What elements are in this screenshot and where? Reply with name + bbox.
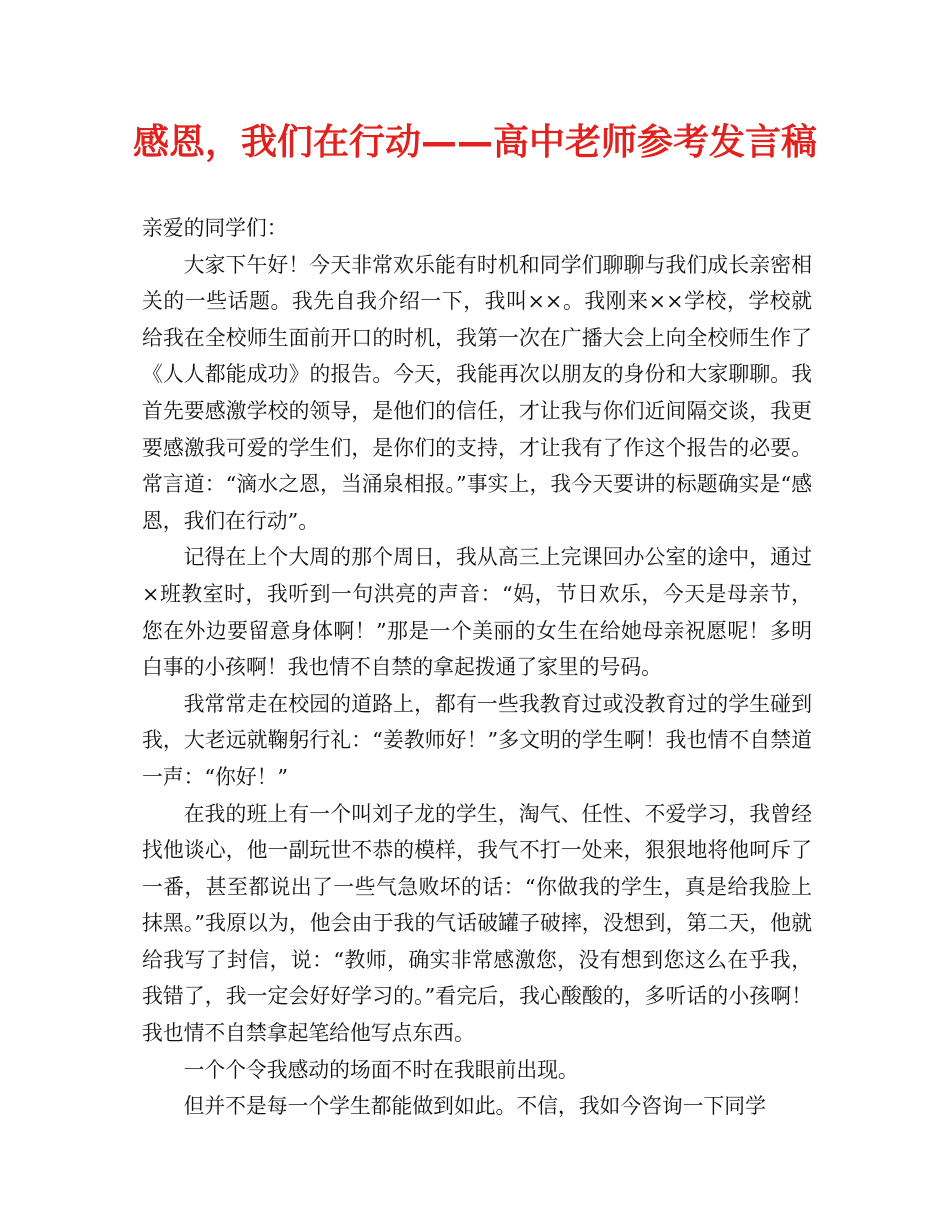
- paragraph-5: 一个个令我感动的场面不时在我眼前出现。: [183, 1057, 579, 1082]
- paragraph-1: 大家下午好！今天非常欢乐能有时机和同学们聊聊与我们成长亲密相关的一些话题。我先自我介绍一下，我叫××。我刚来××学校，学校就给我在全校师生面前开口的时机，我第一次在广播大会上向全校师生作了《人人都能成功》的报告。今天，我能再次以朋友的身份和大家聊聊。我首先要感激学校的领导，是他们的信任，才让我与你们近间隔交谈，我更要感激我可爱的学生们，是你们的支持，才让我有了作这个报告的必要。常言道：“滴水之恩，当涌泉相报。”事实上，我今天要讲的标题确实是“感恩，我们在行动”。: [142, 252, 812, 533]
- paragraph-6: 但并不是每一个学生都能做到如此。不信，我如今咨询一下同学: [183, 1094, 766, 1119]
- paragraph-3: 我常常走在校园的道路上，都有一些我教育过或没教育过的学生碰到我，大老远就鞠躬行礼：“姜教师好！”多文明的学生啊！我也情不自禁道一声：“你好！”: [142, 691, 812, 789]
- document-title: 感恩，我们在行动——高中老师参考发言稿: [132, 122, 817, 163]
- paragraph-4: 在我的班上有一个叫刘子龙的学生，淘气、任性、不爱学习，我曾经找他谈心，他一副玩世不恭的模样，我气不打一处来，狠狠地将他呵斥了一番，甚至都说出了一些气急败坏的话：“你做我的学生，真是给我脸上抹黑。”我原以为，他会由于我的气话破罐子破摔，没想到，第二天，他就给我写了封信，说：“教师，确实非常感激您，没有想到您这么在乎我，我错了，我一定会好好学习的。”看完后，我心酸酸的，多听话的小孩啊！我也情不自禁拿起笔给他写点东西。: [142, 801, 812, 1046]
- paragraph-2: 记得在上个大周的那个周日，我从高三上完课回办公室的途中，通过×班教室时，我听到一句洪亮的声音：“妈，节日欢乐，今天是母亲节，您在外边要留意身体啊！”那是一个美丽的女生在给她母亲祝愿呢！多明白事的小孩啊！我也情不自禁的拿起拨通了家里的号码。: [142, 545, 812, 680]
- document-body: [142, 210, 812, 1125]
- salutation: 亲爱的同学们：: [142, 216, 288, 240]
